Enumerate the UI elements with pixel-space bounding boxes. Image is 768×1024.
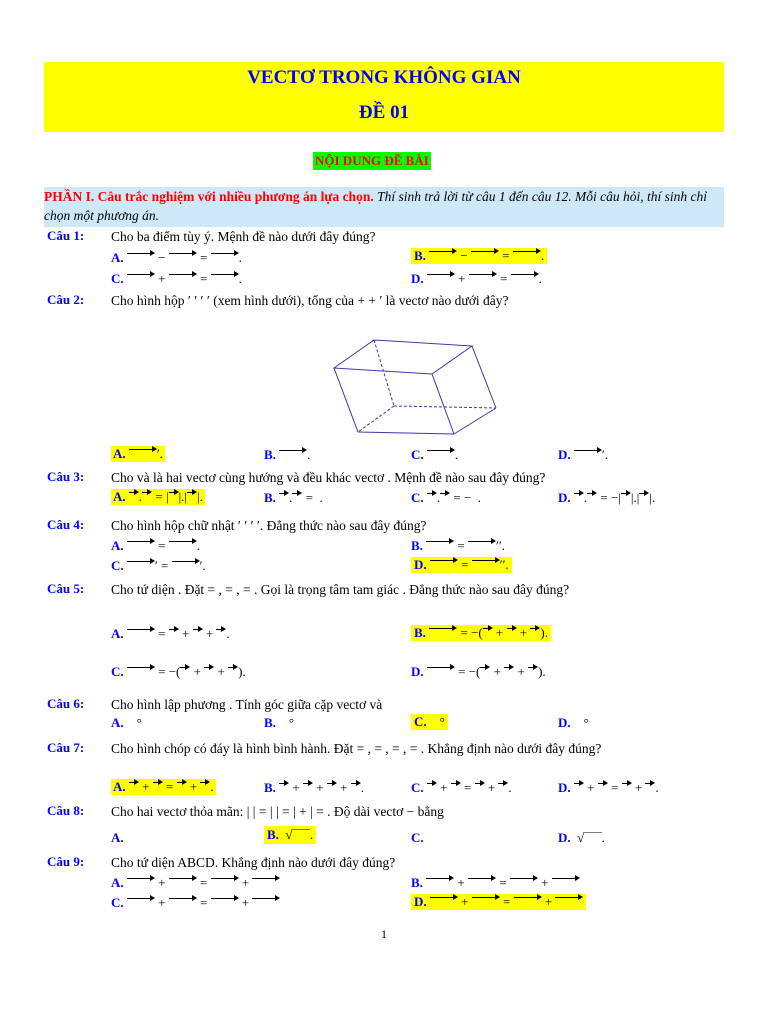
option-letter: D. bbox=[411, 271, 424, 286]
option-c[interactable]: C. + = + . bbox=[411, 780, 512, 795]
question-label: Câu 2: bbox=[47, 292, 85, 307]
question-text: Cho và là hai vectơ cùng hướng và đều khác vectơ . Mệnh đề nào sau đây đúng? bbox=[111, 470, 546, 485]
option-letter: D. bbox=[558, 490, 571, 505]
option-letter: A. bbox=[111, 875, 124, 890]
option-letter: D. bbox=[414, 894, 427, 909]
option-a[interactable]: A. + = + bbox=[111, 875, 280, 891]
question-text: Cho ba điểm tùy ý. Mệnh đề nào dưới đây đúng? bbox=[111, 229, 376, 244]
option-letter: D. bbox=[414, 557, 427, 572]
option-a[interactable]: A. ° bbox=[111, 715, 142, 730]
question-text: Cho hai vectơ thỏa mãn: | | = | | = | + | = . Độ dài vectơ − bằng bbox=[111, 804, 444, 819]
option-letter: D. bbox=[558, 447, 571, 462]
option-a[interactable]: A. = + + . bbox=[111, 626, 230, 641]
question-text: Cho hình chóp có đáy là hình bình hành. Đặt = , = , = , = . Khẳng định nào dưới đây đúng? bbox=[111, 741, 602, 756]
option-d[interactable]: D. + = . bbox=[411, 271, 542, 286]
option-b[interactable]: B. ° bbox=[264, 715, 295, 730]
option-letter: B. bbox=[264, 447, 276, 462]
part-instruction: Thí sinh trả lời từ câu 1 đến câu 12. Mỗi câu hỏi, thí sinh chỉ chọn một phương án. bbox=[44, 189, 708, 223]
option-letter: A. bbox=[111, 830, 124, 845]
section-title: NỘI DUNG ĐỀ BÀI bbox=[315, 153, 429, 168]
option-letter: B. bbox=[411, 875, 423, 890]
option-letter: C. bbox=[111, 271, 124, 286]
option-letter: C. bbox=[111, 664, 124, 679]
option-c[interactable]: C. ° bbox=[411, 714, 448, 730]
option-letter: B. bbox=[411, 538, 423, 553]
question-text: Cho tứ diện ABCD. Khẳng định nào dưới đây đúng? bbox=[111, 855, 396, 870]
option-letter: C. bbox=[411, 830, 424, 845]
option-letter: A. bbox=[111, 250, 124, 265]
part-label: PHẦN I. Câu trắc nghiệm với nhiều phương án lựa chọn. bbox=[44, 189, 374, 204]
option-letter: C. bbox=[111, 895, 124, 910]
option-letter: C. bbox=[411, 490, 424, 505]
question-label: Câu 5: bbox=[47, 581, 85, 596]
option-a[interactable]: A. − = . bbox=[111, 250, 242, 265]
question-label: Câu 4: bbox=[47, 517, 85, 532]
question-label: Câu 7: bbox=[47, 740, 85, 755]
option-c[interactable]: C. . = − . bbox=[411, 490, 482, 505]
option-letter: D. bbox=[558, 830, 571, 845]
question-text: Cho hình lập phương . Tính góc giữa cặp vectơ và bbox=[111, 697, 383, 712]
option-d[interactable]: D. = ′′. bbox=[411, 557, 512, 573]
option-c[interactable]: C. + = . bbox=[111, 271, 242, 286]
option-letter: D. bbox=[411, 664, 424, 679]
option-letter: A. bbox=[111, 626, 124, 641]
document-subtitle: ĐỀ 01 bbox=[358, 102, 410, 123]
option-letter: A. bbox=[111, 715, 124, 730]
option-a[interactable]: A. ′. bbox=[113, 446, 163, 461]
option-d[interactable]: D. ° bbox=[558, 715, 589, 730]
option-c[interactable]: C. = −( + + ). bbox=[111, 664, 246, 679]
question-label: Câu 3: bbox=[47, 469, 85, 484]
question-text: Cho hình hộp ′ ′ ′ ′ (xem hình dưới), tổng của + + ′ là vectơ nào dưới đây? bbox=[111, 293, 509, 308]
option-b[interactable]: B. . = . bbox=[264, 490, 323, 505]
part-header bbox=[44, 187, 724, 227]
option-b[interactable]: B. = −( + + ). bbox=[411, 625, 551, 641]
option-c[interactable]: C. . bbox=[411, 447, 459, 462]
option-letter: C. bbox=[111, 558, 124, 573]
option-a[interactable] bbox=[111, 830, 124, 846]
option-letter: C. bbox=[411, 780, 424, 795]
title-banner bbox=[44, 62, 724, 132]
option-c[interactable] bbox=[411, 830, 424, 846]
option-letter: A. bbox=[113, 446, 126, 461]
option-letter: B. bbox=[264, 780, 276, 795]
option-letter: A. bbox=[111, 538, 124, 553]
parallelepiped-figure bbox=[332, 338, 502, 438]
page-number: 1 bbox=[381, 927, 387, 941]
option-b[interactable]: B. − = . bbox=[411, 248, 547, 264]
question-label: Câu 8: bbox=[47, 803, 85, 818]
option-b[interactable]: B. + + + . bbox=[264, 780, 364, 795]
option-b[interactable]: B. . bbox=[264, 447, 311, 462]
option-d[interactable]: D. + = + bbox=[411, 894, 586, 910]
option-d[interactable]: D. √‾‾‾‾. bbox=[558, 830, 605, 845]
option-letter: A. bbox=[113, 779, 126, 794]
question-text: Cho tứ diện . Đặt = , = , = . Gọi là trọng tâm tam giác . Đẳng thức nào sau đây đúng? bbox=[111, 582, 570, 597]
option-b[interactable]: B. + = + bbox=[411, 875, 580, 891]
option-letter: B. bbox=[264, 490, 276, 505]
option-d[interactable]: D. . = −| |.| |. bbox=[558, 490, 656, 505]
option-letter: C. bbox=[411, 447, 424, 462]
option-letter: C. bbox=[414, 714, 427, 729]
option-letter: A. bbox=[113, 489, 126, 504]
option-d[interactable]: D. ′. bbox=[558, 447, 608, 462]
option-letter: B. bbox=[414, 248, 426, 263]
option-letter: B. bbox=[267, 827, 279, 842]
question-label: Câu 1: bbox=[47, 228, 85, 243]
option-b[interactable]: B. √‾‾‾‾. bbox=[264, 826, 316, 844]
option-letter: B. bbox=[414, 625, 426, 640]
question-text: Cho hình hộp chữ nhật ′ ′ ′ ′. Đẳng thức nào sau đây đúng? bbox=[111, 518, 427, 533]
option-letter: D. bbox=[558, 780, 571, 795]
option-a[interactable]: A. = . bbox=[111, 538, 200, 553]
option-letter: B. bbox=[264, 715, 276, 730]
option-a[interactable]: A. + = + . bbox=[113, 779, 214, 794]
option-letter: D. bbox=[558, 715, 571, 730]
option-a[interactable]: A. . = | |.| |. bbox=[113, 489, 203, 504]
document-title: VECTƠ TRONG KHÔNG GIAN bbox=[247, 67, 521, 88]
option-b[interactable]: B. = ′′. bbox=[411, 538, 505, 553]
option-d[interactable]: D. + = + . bbox=[558, 780, 659, 795]
question-label: Câu 6: bbox=[47, 696, 85, 711]
question-label: Câu 9: bbox=[47, 854, 85, 869]
option-c[interactable]: C. ′ = ′. bbox=[111, 558, 206, 573]
option-c[interactable]: C. + = + bbox=[111, 895, 280, 911]
option-d[interactable]: D. = −( + + ). bbox=[411, 664, 546, 679]
